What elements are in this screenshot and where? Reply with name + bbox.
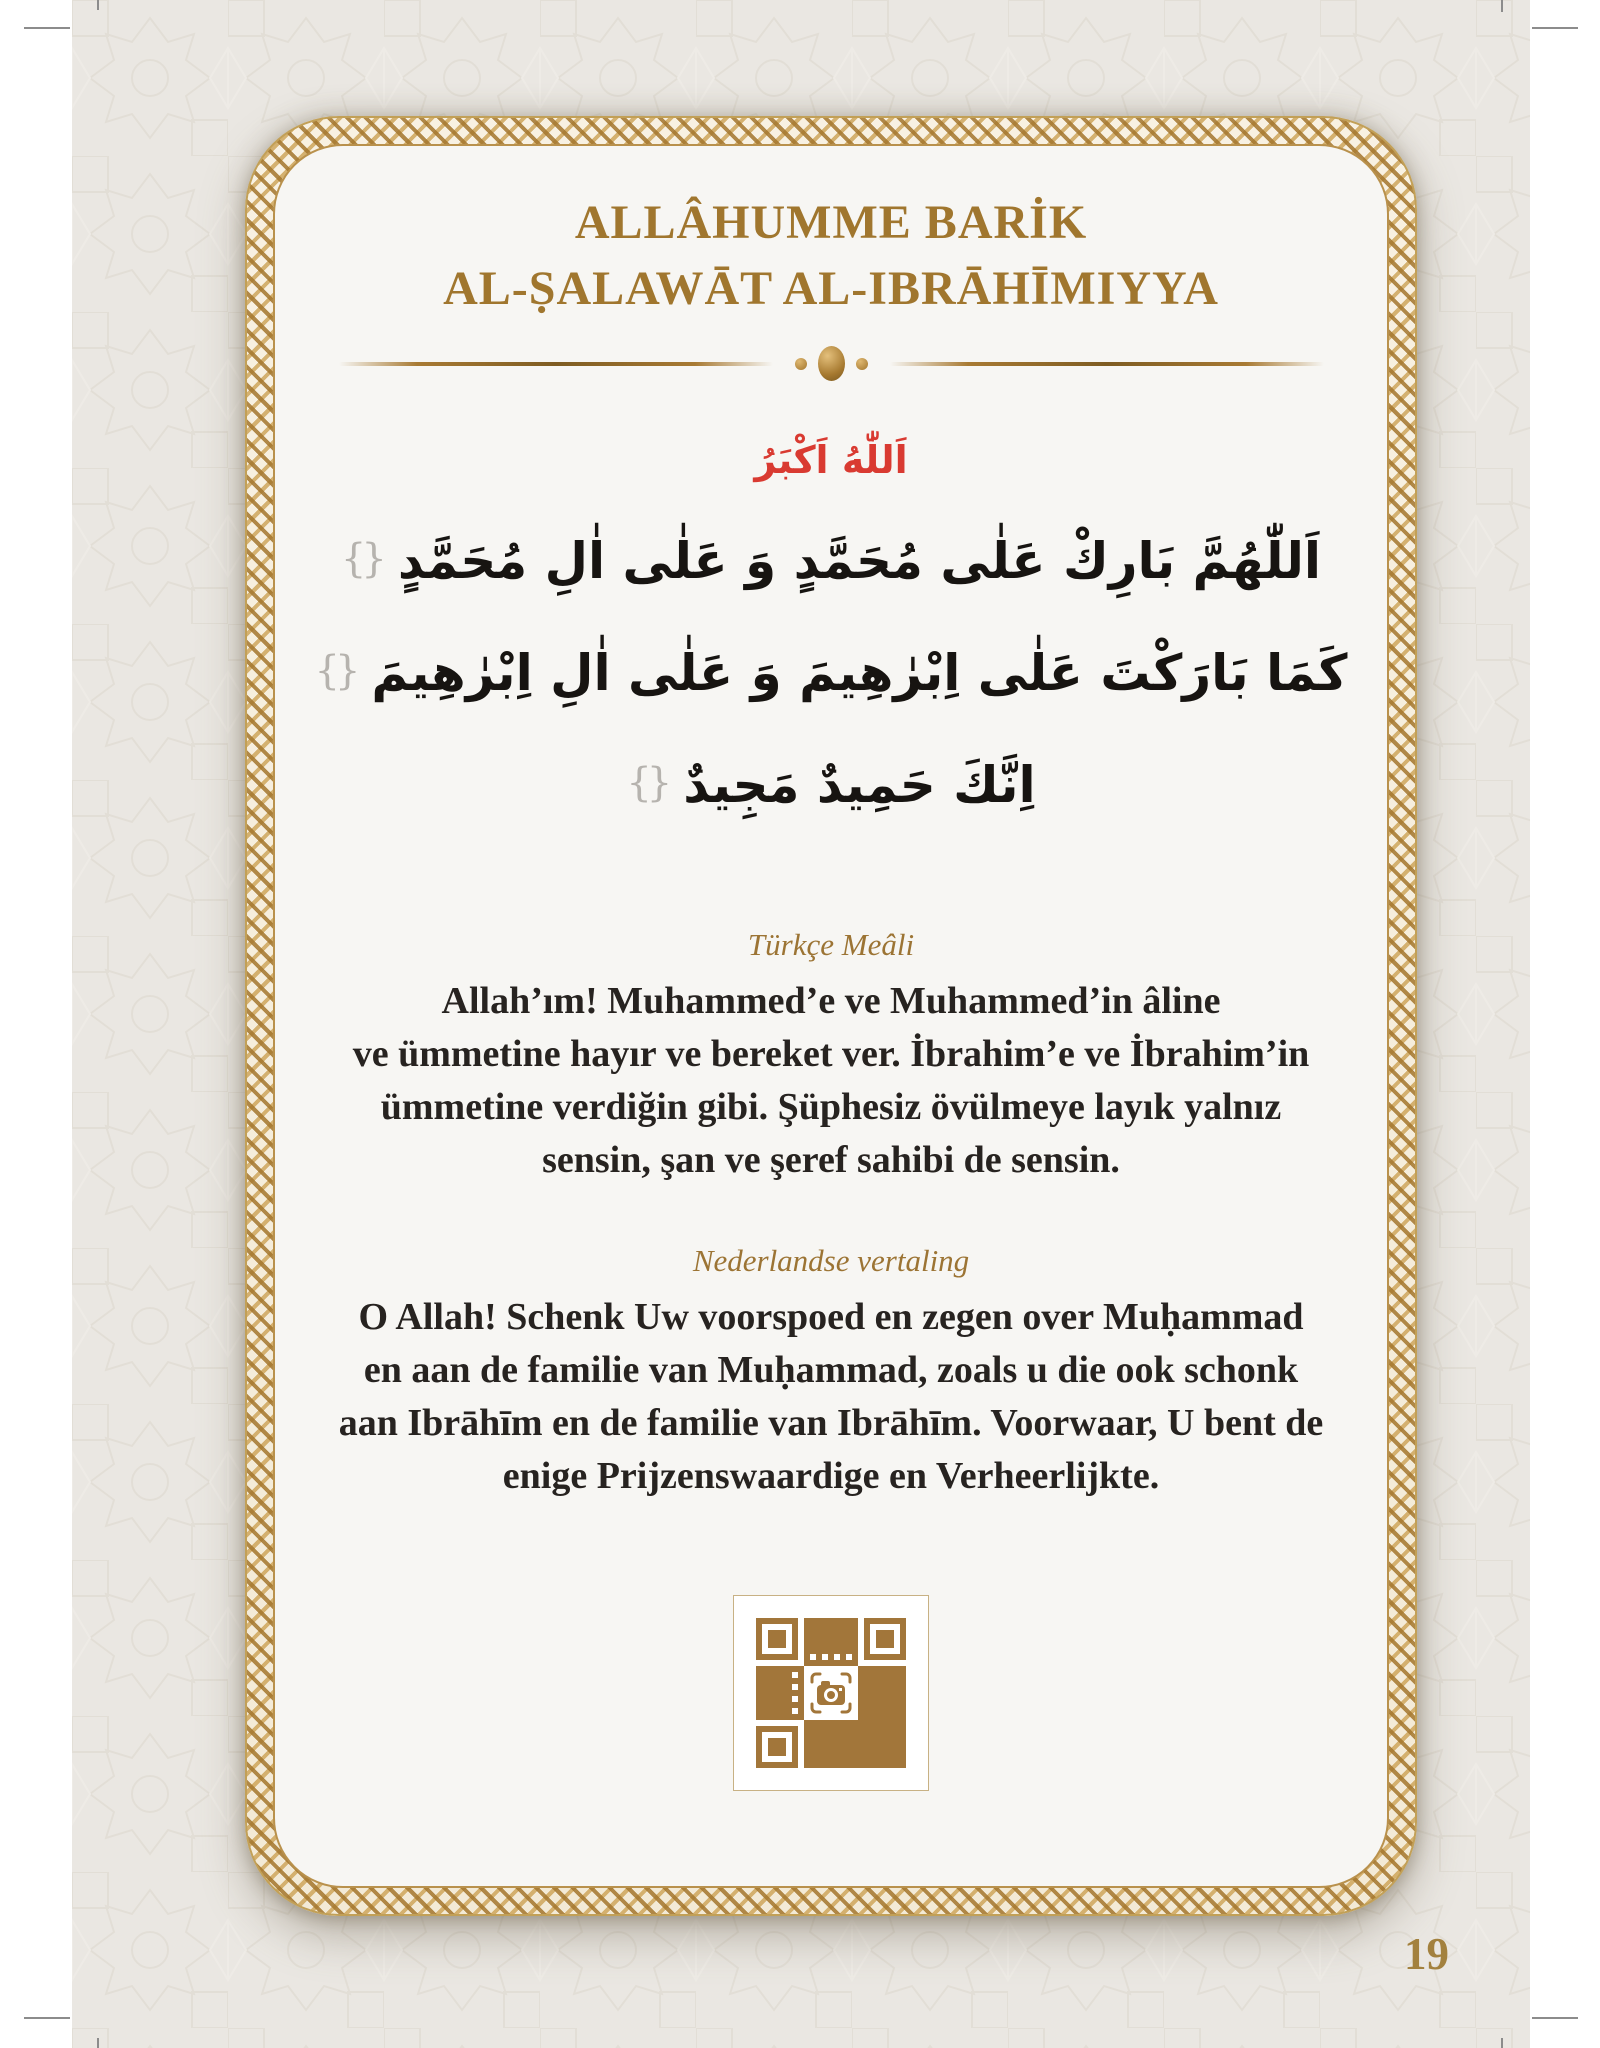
arabic-text: اَللّٰهُمَّ بَارِكْ عَلٰى مُحَمَّدٍ وَ عَلٰى اٰلِ مُحَمَّدٍ: [397, 532, 1322, 590]
page-title: [443, 190, 1219, 322]
dutch-line: enige Prijzenswaardige en Verheerlijkte.: [502, 1455, 1160, 1497]
divider-bead-icon: [818, 346, 845, 381]
dutch-line: aan Ibrāhīm en de familie van Ibrāhīm. Voorwaar, U bent de: [338, 1402, 1324, 1444]
page-title-line1: ALLÂHUMME BARİK: [574, 196, 1088, 249]
dutch-line: O Allah! Schenk Uw voorspoed en zegen over Muḥammad: [358, 1296, 1304, 1338]
arabic-line-1: [341, 505, 1321, 617]
divider-line-right: [890, 362, 1324, 366]
crop-mark: [1532, 2017, 1578, 2019]
qr-code: [733, 1595, 929, 1791]
turkish-line: Allah’ım! Muhammed’e ve Muhammed’in âline: [441, 980, 1221, 1022]
turkish-section-heading: Türkçe Meâli: [747, 927, 915, 962]
arabic-text: اِنَّكَ حَمِيدٌ مَجِيدٌ: [683, 756, 1036, 814]
camera-icon: [802, 1664, 860, 1722]
crop-mark: [24, 27, 70, 29]
dutch-translation: [339, 1291, 1324, 1503]
crop-mark: [1532, 27, 1578, 29]
dutch-line: en aan de familie van Muḥammad, zoals u die ook schonk: [363, 1349, 1299, 1391]
takbir-arabic: اَللّٰهُ اَكْبَرُ: [754, 438, 908, 482]
prayer-card: [273, 144, 1389, 1888]
arabic-line-2: [315, 617, 1348, 729]
page-title-line2: AL-ṢALAWĀT AL-IBRĀHĪMIYYA: [443, 262, 1219, 315]
page-number: 19: [1404, 1929, 1449, 1979]
divider-dot-icon: [856, 358, 868, 370]
crop-mark: [1501, 0, 1503, 12]
chain-border-frame: [245, 116, 1417, 1916]
turkish-line: sensin, şan ve şeref sahibi de sensin.: [542, 1139, 1120, 1181]
pause-bracket: {}: [340, 536, 382, 582]
divider-ornament: [795, 346, 868, 381]
crop-mark: [24, 2017, 70, 2019]
divider-line-left: [339, 362, 773, 366]
turkish-translation: [353, 975, 1310, 1187]
crop-mark: [1501, 2038, 1503, 2048]
arabic-line-3: [626, 729, 1035, 841]
turkish-line: ümmetine verdiğin gibi. Şüphesiz övülmeye layık yalnız: [380, 1086, 1282, 1128]
dutch-section-heading: Nederlandse vertaling: [692, 1243, 970, 1278]
crop-mark: [97, 2038, 99, 2048]
crop-mark: [97, 0, 99, 10]
turkish-line: ve ümmetine hayır ve bereket ver. İbrahim’e ve İbrahim’in: [352, 1033, 1310, 1075]
pause-bracket: {}: [314, 648, 356, 694]
pause-bracket: {}: [626, 760, 668, 806]
arabic-prayer: [315, 505, 1348, 841]
title-divider: [339, 346, 1324, 381]
divider-dot-icon: [795, 358, 807, 370]
arabic-text: كَمَا بَارَكْتَ عَلٰى اِبْرٰهِيمَ وَ عَلٰى اٰلِ اِبْرٰهِيمَ: [371, 644, 1348, 702]
